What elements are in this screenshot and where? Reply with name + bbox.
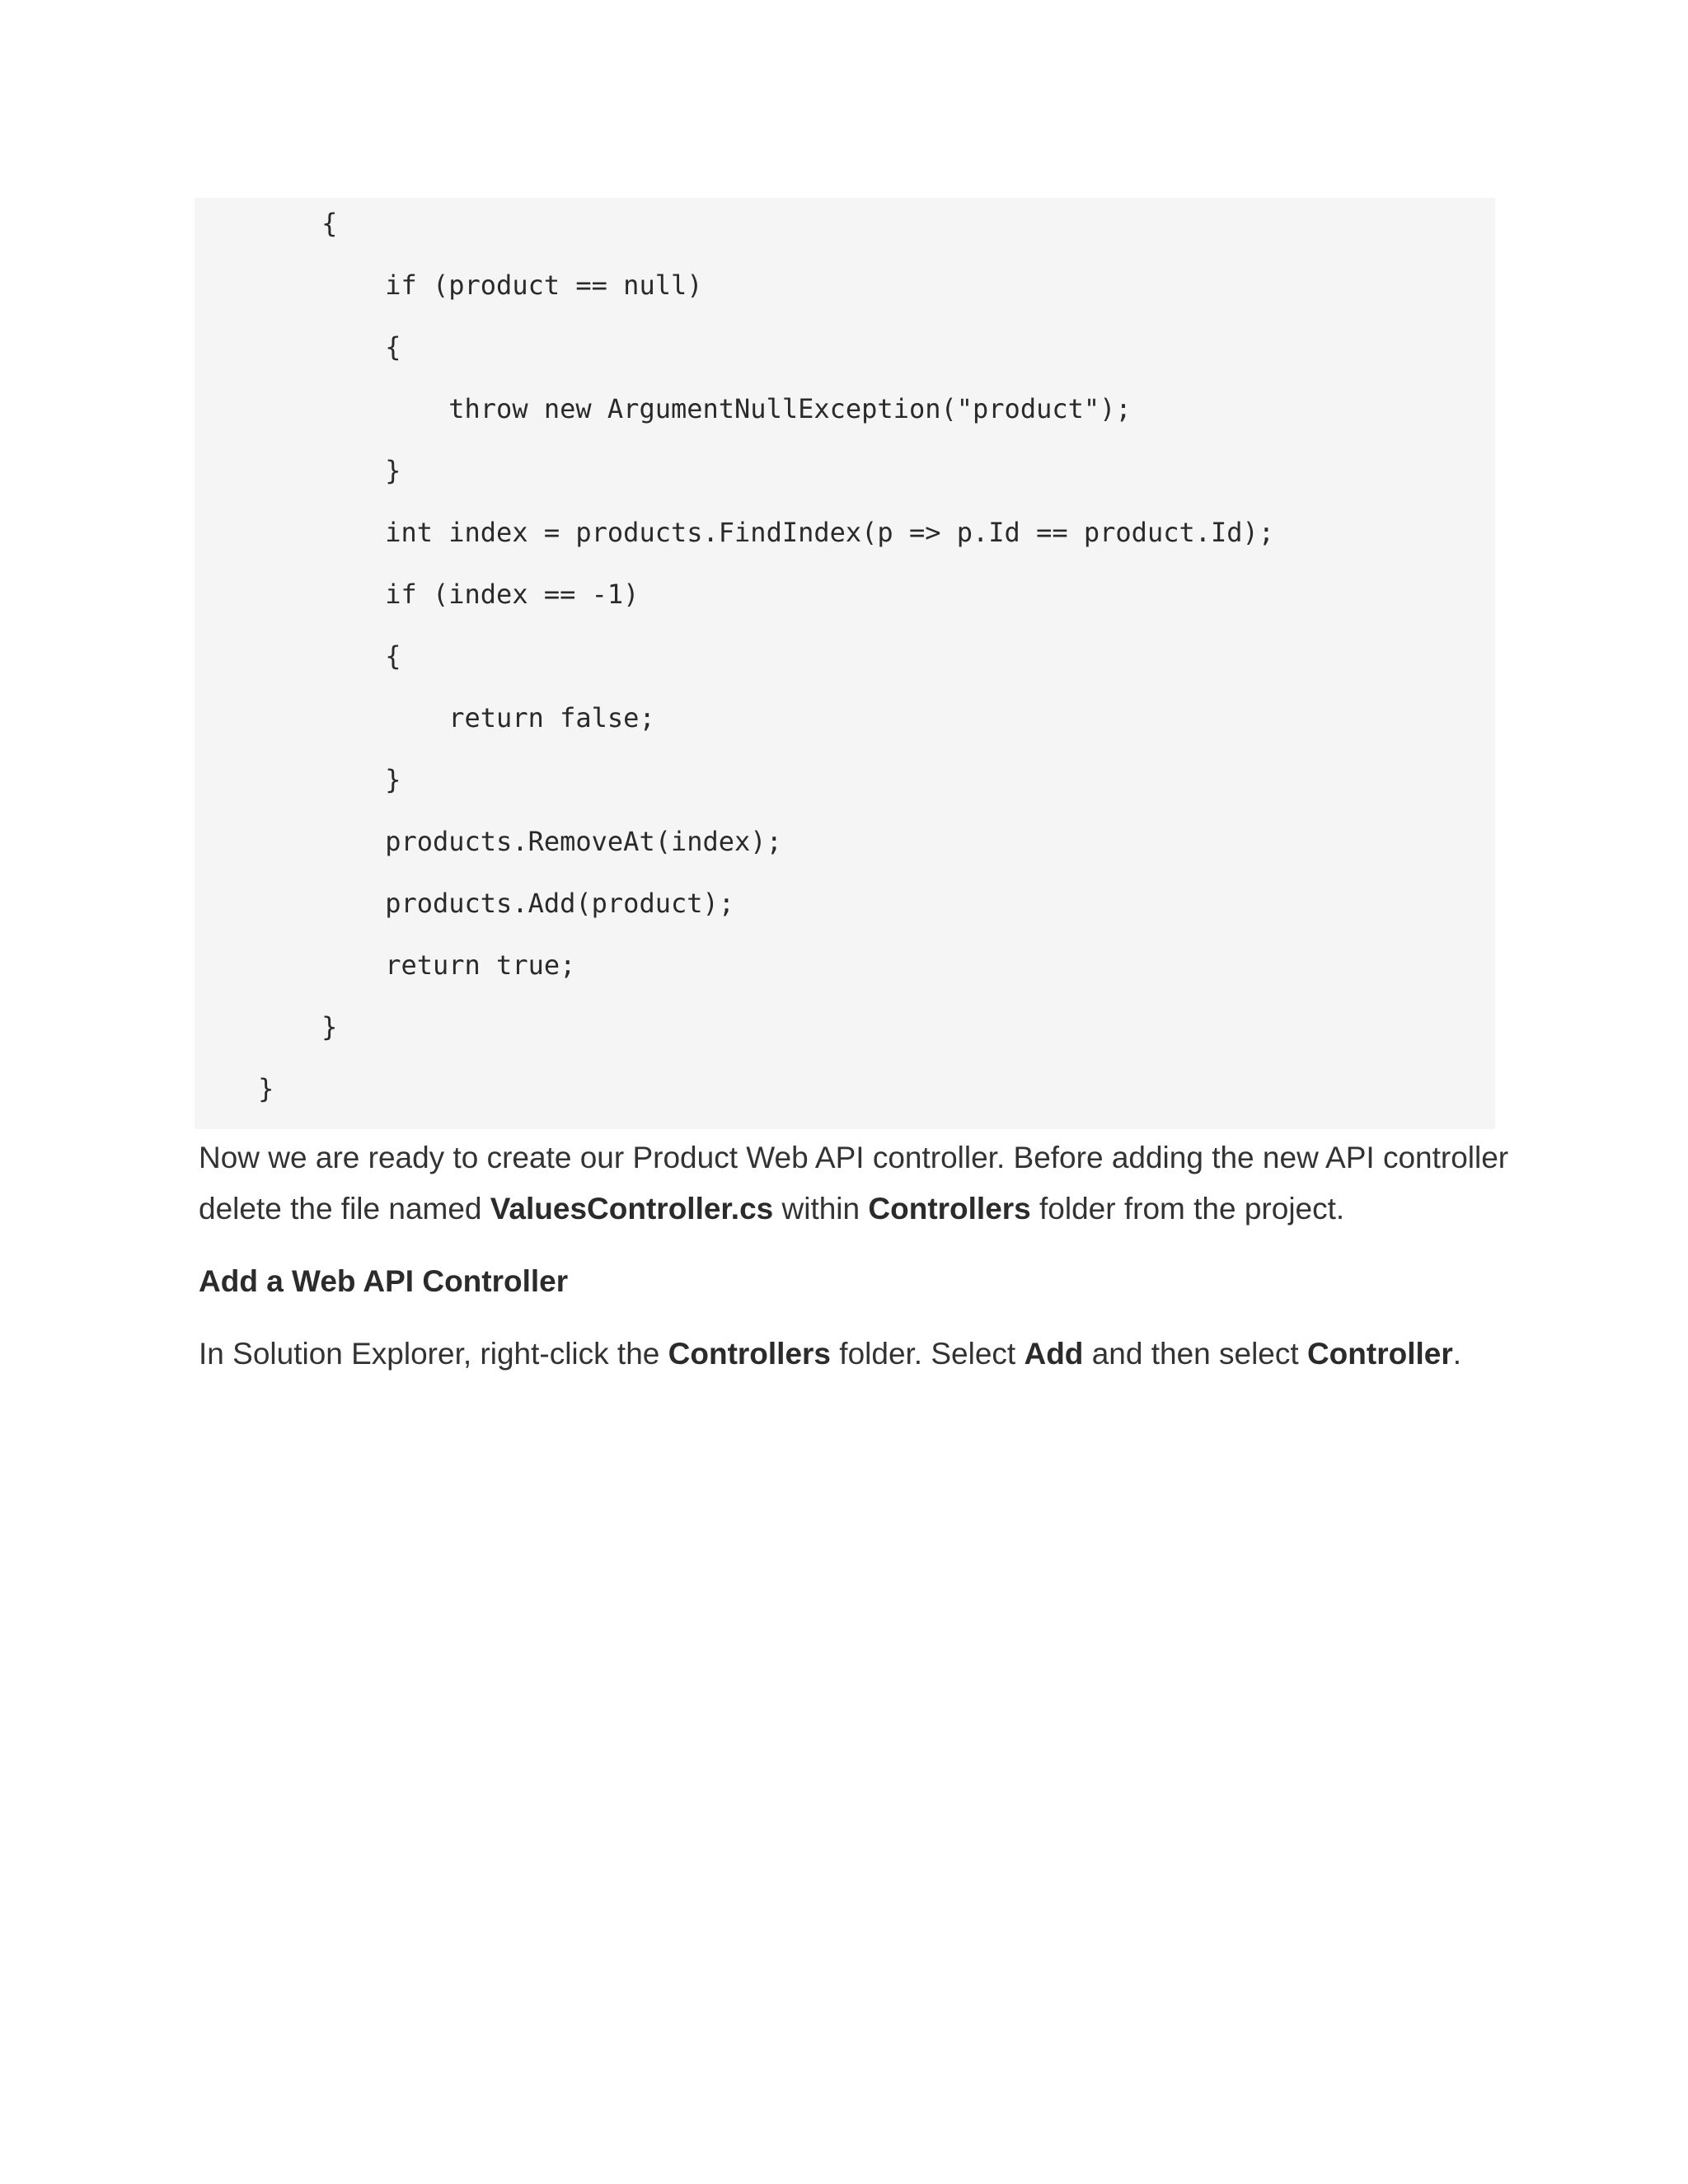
code-text: if (index == -1)	[385, 579, 640, 610]
code-text: }	[385, 764, 401, 795]
code-line	[195, 697, 655, 738]
code-text: {	[321, 208, 338, 239]
code-text: products.Add(product);	[385, 888, 735, 919]
code-line	[195, 1006, 337, 1047]
intro-text: within	[773, 1192, 869, 1226]
code-indent	[195, 949, 385, 981]
code-indent	[195, 579, 385, 610]
code-indent	[195, 640, 385, 672]
code-indent	[195, 393, 448, 424]
intro-text: folder from the project.	[1030, 1192, 1345, 1226]
code-indent	[195, 517, 385, 548]
instruction-paragraph	[199, 1337, 1461, 1371]
code-text: }	[258, 1073, 274, 1104]
instruction-text: In Solution Explorer, right-click the	[199, 1337, 668, 1371]
code-indent	[195, 764, 385, 795]
code-block	[195, 198, 1495, 1129]
code-indent	[195, 888, 385, 919]
code-line	[195, 1068, 274, 1109]
code-line	[195, 388, 1132, 429]
code-text: int index = products.FindIndex(p => p.Id == product.Id);	[385, 517, 1275, 548]
code-line	[195, 326, 401, 368]
code-text: {	[385, 331, 401, 363]
controller-menu-name: Controller	[1306, 1337, 1453, 1371]
code-indent	[195, 702, 448, 733]
code-text: }	[321, 1011, 338, 1043]
code-line	[195, 821, 782, 862]
controllers-folder-name: Controllers	[868, 1192, 1031, 1226]
controllers-folder-name: Controllers	[668, 1337, 832, 1371]
code-line	[195, 635, 401, 677]
code-line	[195, 883, 734, 924]
intro-paragraph-line-2	[199, 1192, 1344, 1226]
instruction-text: folder. Select	[831, 1337, 1025, 1371]
intro-paragraph-line-1	[199, 1141, 1508, 1175]
instruction-text: and then select	[1083, 1337, 1307, 1371]
code-text: }	[385, 455, 401, 486]
code-indent	[195, 269, 385, 301]
intro-text: delete the file named	[199, 1192, 490, 1226]
values-controller-filename: ValuesController.cs	[490, 1192, 774, 1226]
code-indent	[195, 826, 385, 857]
code-line	[195, 265, 703, 306]
section-heading: Add a Web API Controller	[199, 1264, 569, 1298]
instruction-text: .	[1452, 1337, 1462, 1371]
code-indent	[195, 331, 385, 363]
code-indent	[195, 1073, 258, 1104]
code-text: throw new ArgumentNullException("product");	[448, 393, 1132, 424]
code-text: return false;	[448, 702, 655, 733]
code-indent	[195, 1011, 321, 1043]
code-line	[195, 512, 1274, 553]
code-text: if (product == null)	[385, 269, 703, 301]
intro-text: Now we are ready to create our Product Web API controller. Before adding the new API controller	[199, 1141, 1509, 1174]
code-line	[195, 759, 401, 800]
code-line	[195, 944, 575, 986]
code-text: return true;	[385, 949, 576, 981]
code-text: {	[385, 640, 401, 672]
code-indent	[195, 208, 321, 239]
add-menu-name: Add	[1024, 1337, 1084, 1371]
code-line	[195, 450, 401, 491]
code-text: products.RemoveAt(index);	[385, 826, 782, 857]
code-indent	[195, 455, 385, 486]
code-line	[195, 203, 337, 244]
code-line	[195, 574, 639, 615]
